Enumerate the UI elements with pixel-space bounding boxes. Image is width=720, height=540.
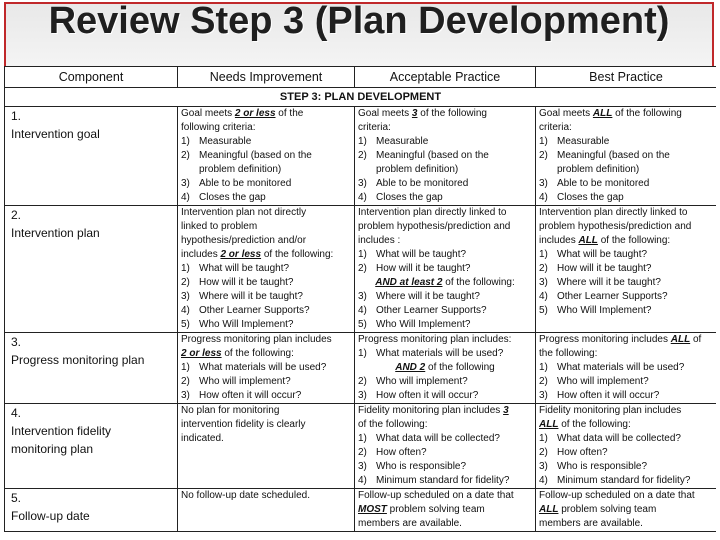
criteria-number: 4) bbox=[358, 475, 367, 486]
criteria-text: What will be taught? bbox=[199, 263, 290, 274]
criteria-emphasis: ALL bbox=[539, 419, 559, 430]
criteria-text: What materials will be used? bbox=[376, 348, 504, 359]
criteria-line bbox=[539, 418, 713, 432]
criteria-line bbox=[358, 206, 532, 220]
criteria-text: members are available. bbox=[358, 518, 462, 529]
component-cell bbox=[5, 206, 178, 333]
criteria-text: Minimum standard for fidelity? bbox=[557, 475, 691, 486]
criteria-text: Intervention plan directly linked to bbox=[539, 207, 688, 218]
criteria-text: includes : bbox=[358, 235, 401, 246]
table-row bbox=[5, 107, 717, 206]
criteria-emphasis: ALL bbox=[592, 108, 613, 119]
step-label: STEP 3: PLAN DEVELOPMENT bbox=[5, 88, 717, 107]
criteria-line bbox=[358, 446, 532, 460]
criteria-line bbox=[358, 503, 532, 517]
criteria-number: 3) bbox=[181, 178, 190, 189]
component-label: Intervention goal bbox=[11, 127, 100, 141]
criteria-text: criteria: bbox=[358, 122, 391, 133]
criteria-line bbox=[181, 304, 351, 318]
criteria-text: Where will it be taught? bbox=[376, 291, 480, 302]
criteria-number: 4) bbox=[539, 192, 548, 203]
criteria-line bbox=[181, 262, 351, 276]
criteria-number: 2) bbox=[539, 376, 548, 387]
needs-improvement-cell bbox=[178, 489, 355, 532]
criteria-number: 5) bbox=[539, 305, 548, 316]
criteria-line bbox=[539, 262, 713, 276]
criteria-text: Intervention plan not directly bbox=[181, 207, 307, 218]
criteria-number: 1) bbox=[539, 136, 548, 147]
criteria-line bbox=[181, 177, 351, 191]
acceptable-practice-cell bbox=[355, 333, 536, 404]
criteria-text: problem definition) bbox=[557, 164, 640, 175]
criteria-text: includes bbox=[181, 249, 221, 260]
criteria-number: 2) bbox=[358, 263, 367, 274]
criteria-emphasis: ALL bbox=[670, 334, 691, 345]
criteria-number: 3) bbox=[358, 291, 367, 302]
criteria-text: hypothesis/prediction and/or bbox=[181, 235, 307, 246]
criteria-text: problem definition) bbox=[376, 164, 459, 175]
criteria-line bbox=[539, 149, 713, 163]
criteria-text: of the following: bbox=[558, 419, 631, 430]
criteria-text: of the following bbox=[417, 108, 487, 119]
criteria-text: What materials will be used? bbox=[557, 362, 685, 373]
criteria-line bbox=[539, 389, 713, 403]
criteria-line bbox=[181, 418, 351, 432]
criteria-text: Fidelity monitoring plan includes bbox=[539, 405, 682, 416]
criteria-line bbox=[181, 234, 351, 248]
criteria-emphasis: 2 or less bbox=[234, 108, 276, 119]
criteria-number: 1) bbox=[358, 136, 367, 147]
criteria-text: How will it be taught? bbox=[557, 263, 652, 274]
component-number: 5. bbox=[11, 491, 22, 505]
criteria-line bbox=[358, 347, 532, 361]
criteria-emphasis: MOST bbox=[358, 504, 387, 515]
criteria-text: Fidelity monitoring plan includes bbox=[358, 405, 504, 416]
criteria-number: 3) bbox=[358, 390, 367, 401]
criteria-line bbox=[539, 177, 713, 191]
criteria-line bbox=[181, 361, 351, 375]
criteria-emphasis: AND 2 bbox=[395, 362, 426, 373]
criteria-line bbox=[358, 474, 532, 488]
criteria-line bbox=[181, 489, 351, 503]
criteria-text: How will it be taught? bbox=[199, 277, 294, 288]
criteria-text: Measurable bbox=[199, 136, 252, 147]
criteria-text: Goal meets bbox=[539, 108, 593, 119]
criteria-number: 1) bbox=[358, 249, 367, 260]
criteria-text: of bbox=[690, 334, 702, 345]
criteria-number: 1) bbox=[539, 433, 548, 444]
criteria-text: Other Learner Supports? bbox=[199, 305, 310, 316]
criteria-emphasis: ALL bbox=[539, 504, 559, 515]
component-cell bbox=[5, 404, 178, 489]
criteria-number: 4) bbox=[181, 192, 190, 203]
criteria-number: 3) bbox=[539, 277, 548, 288]
acceptable-practice-cell bbox=[355, 404, 536, 489]
criteria-line bbox=[358, 149, 532, 163]
criteria-number: 3) bbox=[539, 461, 548, 472]
criteria-line bbox=[539, 347, 713, 361]
criteria-text: of the following: bbox=[597, 235, 671, 246]
criteria-text: Meaningful (based on the bbox=[557, 150, 670, 161]
criteria-text: Who is responsible? bbox=[376, 461, 467, 472]
criteria-text: Measurable bbox=[557, 136, 610, 147]
criteria-number: 1) bbox=[181, 362, 190, 373]
criteria-text: problem solving team bbox=[386, 504, 485, 515]
criteria-text: Who Will Implement? bbox=[199, 319, 294, 330]
criteria-line bbox=[358, 489, 532, 503]
criteria-text: Intervention plan directly linked to bbox=[358, 207, 507, 218]
criteria-line bbox=[539, 191, 713, 205]
criteria-line bbox=[539, 474, 713, 488]
criteria-text: problem hypothesis/prediction and bbox=[539, 221, 692, 232]
criteria-line bbox=[539, 517, 713, 531]
criteria-line bbox=[539, 290, 713, 304]
criteria-line bbox=[181, 389, 351, 403]
criteria-line bbox=[358, 333, 532, 347]
criteria-emphasis: ALL bbox=[578, 235, 598, 246]
criteria-line bbox=[358, 304, 532, 318]
criteria-number: 2) bbox=[181, 376, 190, 387]
criteria-line bbox=[358, 163, 532, 177]
criteria-line bbox=[539, 135, 713, 149]
best-practice-cell bbox=[536, 333, 717, 404]
table-row bbox=[5, 404, 717, 489]
header-component: Component bbox=[5, 67, 178, 88]
criteria-emphasis: 2 or less bbox=[181, 348, 222, 359]
criteria-line bbox=[539, 304, 713, 318]
criteria-text: Closes the gap bbox=[557, 192, 624, 203]
criteria-text: Goal meets bbox=[358, 108, 412, 119]
criteria-text: Who will implement? bbox=[199, 376, 291, 387]
component-number: 1. bbox=[11, 109, 22, 123]
rubric-table bbox=[4, 66, 716, 532]
criteria-line bbox=[358, 389, 532, 403]
criteria-text: Progress monitoring includes bbox=[539, 334, 671, 345]
criteria-line bbox=[539, 375, 713, 389]
acceptable-practice-cell bbox=[355, 107, 536, 206]
criteria-number: 2) bbox=[181, 150, 190, 161]
criteria-text: Who will implement? bbox=[557, 376, 649, 387]
criteria-line bbox=[358, 262, 532, 276]
criteria-line bbox=[181, 333, 351, 347]
criteria-line bbox=[358, 404, 532, 418]
criteria-number: 4) bbox=[539, 475, 548, 486]
criteria-line bbox=[358, 177, 532, 191]
criteria-text: problem solving team bbox=[558, 504, 657, 515]
slide-title: Review Step 3 (Plan Development) bbox=[48, 2, 670, 42]
rubric-table-wrapper bbox=[4, 66, 716, 540]
criteria-text: Where will it be taught? bbox=[199, 291, 303, 302]
criteria-text: How will it be taught? bbox=[376, 263, 471, 274]
criteria-line bbox=[181, 163, 351, 177]
criteria-line bbox=[181, 149, 351, 163]
criteria-emphasis: 2 or less bbox=[220, 249, 262, 260]
criteria-text: Able to be monitored bbox=[376, 178, 469, 189]
criteria-number: 3) bbox=[181, 291, 190, 302]
criteria-text: Other Learner Supports? bbox=[557, 291, 668, 302]
criteria-number: 2) bbox=[539, 150, 548, 161]
criteria-line bbox=[358, 375, 532, 389]
criteria-text: problem hypothesis/prediction and bbox=[358, 221, 511, 232]
criteria-text: How often it will occur? bbox=[557, 390, 660, 401]
criteria-number: 2) bbox=[358, 376, 367, 387]
criteria-line bbox=[539, 248, 713, 262]
criteria-number: 2) bbox=[358, 150, 367, 161]
needs-improvement-cell bbox=[178, 107, 355, 206]
criteria-line bbox=[358, 135, 532, 149]
header-acceptable-practice: Acceptable Practice bbox=[355, 67, 536, 88]
criteria-line bbox=[181, 206, 351, 220]
component-label: Intervention fidelity monitoring plan bbox=[11, 424, 112, 456]
best-practice-cell bbox=[536, 206, 717, 333]
criteria-text: What will be taught? bbox=[376, 249, 467, 260]
criteria-line bbox=[181, 404, 351, 418]
criteria-number: 5) bbox=[181, 319, 190, 330]
component-label: Progress monitoring plan bbox=[11, 353, 145, 367]
criteria-line bbox=[539, 234, 713, 248]
criteria-line bbox=[358, 318, 532, 332]
acceptable-practice-cell bbox=[355, 489, 536, 532]
criteria-number: 1) bbox=[181, 136, 190, 147]
component-cell bbox=[5, 333, 178, 404]
criteria-number: 4) bbox=[181, 305, 190, 316]
criteria-text: problem definition) bbox=[199, 164, 282, 175]
criteria-line bbox=[358, 234, 532, 248]
criteria-line bbox=[539, 333, 713, 347]
best-practice-cell bbox=[536, 107, 717, 206]
criteria-text: Minimum standard for fidelity? bbox=[376, 475, 510, 486]
criteria-line bbox=[539, 163, 713, 177]
criteria-line bbox=[181, 220, 351, 234]
criteria-text: No plan for monitoring bbox=[181, 405, 280, 416]
criteria-text: members are available. bbox=[539, 518, 643, 529]
criteria-line bbox=[539, 404, 713, 418]
criteria-number: 2) bbox=[539, 263, 548, 274]
criteria-number: 1) bbox=[539, 362, 548, 373]
criteria-line bbox=[539, 206, 713, 220]
criteria-number: 4) bbox=[358, 305, 367, 316]
criteria-line bbox=[539, 276, 713, 290]
criteria-number: 3) bbox=[539, 390, 548, 401]
criteria-line bbox=[358, 361, 532, 375]
criteria-text: Meaningful (based on the bbox=[199, 150, 312, 161]
criteria-text: What data will be collected? bbox=[376, 433, 500, 444]
component-number: 4. bbox=[11, 406, 22, 420]
criteria-number: 2) bbox=[181, 277, 190, 288]
criteria-line bbox=[539, 503, 713, 517]
criteria-line bbox=[181, 121, 351, 135]
criteria-line bbox=[358, 290, 532, 304]
criteria-line bbox=[181, 290, 351, 304]
criteria-text: Who Will Implement? bbox=[557, 305, 652, 316]
criteria-line bbox=[358, 220, 532, 234]
criteria-line bbox=[358, 248, 532, 262]
criteria-text: of the following: bbox=[221, 348, 294, 359]
best-practice-cell bbox=[536, 489, 717, 532]
criteria-text: Able to be monitored bbox=[557, 178, 650, 189]
criteria-text: Who will implement? bbox=[376, 376, 468, 387]
criteria-text: How often? bbox=[376, 447, 427, 458]
criteria-text: Able to be monitored bbox=[199, 178, 292, 189]
criteria-number: 3) bbox=[181, 390, 190, 401]
criteria-line bbox=[539, 432, 713, 446]
criteria-text: of the bbox=[275, 108, 304, 119]
criteria-number: 2) bbox=[358, 447, 367, 458]
criteria-number: 1) bbox=[539, 249, 548, 260]
criteria-text: intervention fidelity is clearly bbox=[181, 419, 306, 430]
criteria-line bbox=[539, 121, 713, 135]
criteria-text: Who is responsible? bbox=[557, 461, 648, 472]
criteria-text: following criteria: bbox=[181, 122, 256, 133]
table-row bbox=[5, 333, 717, 404]
table-row bbox=[5, 206, 717, 333]
criteria-line bbox=[181, 248, 351, 262]
criteria-line bbox=[358, 460, 532, 474]
criteria-emphasis: AND at least 2 bbox=[375, 277, 443, 288]
criteria-line bbox=[358, 107, 532, 121]
criteria-text: of the following bbox=[425, 362, 495, 373]
criteria-line bbox=[539, 361, 713, 375]
criteria-text: What materials will be used? bbox=[199, 362, 327, 373]
criteria-text: the following: bbox=[539, 348, 598, 359]
criteria-text: of the following: bbox=[358, 419, 428, 430]
criteria-line bbox=[539, 489, 713, 503]
component-number: 2. bbox=[11, 208, 22, 222]
criteria-line bbox=[181, 191, 351, 205]
criteria-number: 1) bbox=[181, 263, 190, 274]
criteria-line bbox=[539, 107, 713, 121]
criteria-text: Progress monitoring plan includes: bbox=[358, 334, 512, 345]
needs-improvement-cell bbox=[178, 333, 355, 404]
criteria-text: Who Will Implement? bbox=[376, 319, 471, 330]
needs-improvement-cell bbox=[178, 206, 355, 333]
best-practice-cell bbox=[536, 404, 717, 489]
criteria-number: 1) bbox=[358, 433, 367, 444]
needs-improvement-cell bbox=[178, 404, 355, 489]
component-cell bbox=[5, 107, 178, 206]
table-row bbox=[5, 489, 717, 532]
criteria-text: What data will be collected? bbox=[557, 433, 681, 444]
criteria-text: of the following: bbox=[261, 249, 334, 260]
component-cell bbox=[5, 489, 178, 532]
criteria-text: includes bbox=[539, 235, 579, 246]
criteria-text: criteria: bbox=[539, 122, 572, 133]
criteria-text: Closes the gap bbox=[199, 192, 266, 203]
component-number: 3. bbox=[11, 335, 22, 349]
criteria-text: of the following bbox=[612, 108, 682, 119]
criteria-text: indicated. bbox=[181, 433, 224, 444]
criteria-text: Goal meets bbox=[181, 108, 235, 119]
criteria-text: How often? bbox=[557, 447, 608, 458]
criteria-text: What will be taught? bbox=[557, 249, 648, 260]
criteria-text: No follow-up date scheduled. bbox=[181, 490, 310, 501]
criteria-number: 4) bbox=[539, 291, 548, 302]
criteria-line bbox=[181, 347, 351, 361]
criteria-number: 5) bbox=[358, 319, 367, 330]
criteria-text: of the following: bbox=[442, 277, 515, 288]
header-row bbox=[5, 67, 717, 88]
criteria-line bbox=[358, 121, 532, 135]
criteria-line bbox=[539, 220, 713, 234]
acceptable-practice-cell bbox=[355, 206, 536, 333]
criteria-line bbox=[358, 191, 532, 205]
criteria-line bbox=[358, 276, 532, 290]
criteria-text: Closes the gap bbox=[376, 192, 443, 203]
criteria-emphasis: 3 bbox=[411, 108, 418, 119]
criteria-number: 3) bbox=[539, 178, 548, 189]
criteria-line bbox=[358, 517, 532, 531]
header-needs-improvement: Needs Improvement bbox=[178, 67, 355, 88]
header-best-practice: Best Practice bbox=[536, 67, 717, 88]
criteria-number: 4) bbox=[358, 192, 367, 203]
criteria-text: Measurable bbox=[376, 136, 429, 147]
criteria-text: Other Learner Supports? bbox=[376, 305, 487, 316]
criteria-emphasis: 3 bbox=[503, 405, 509, 416]
criteria-line bbox=[539, 460, 713, 474]
component-label: Follow-up date bbox=[11, 509, 90, 523]
criteria-line bbox=[181, 318, 351, 332]
criteria-line bbox=[181, 432, 351, 446]
criteria-text: Where will it be taught? bbox=[557, 277, 661, 288]
criteria-text: Follow-up scheduled on a date that bbox=[539, 490, 695, 501]
criteria-text: linked to problem bbox=[181, 221, 258, 232]
criteria-text: Follow-up scheduled on a date that bbox=[358, 490, 514, 501]
criteria-number: 1) bbox=[358, 348, 367, 359]
criteria-number: 3) bbox=[358, 461, 367, 472]
criteria-line bbox=[181, 135, 351, 149]
criteria-line bbox=[181, 107, 351, 121]
criteria-text: How often it will occur? bbox=[376, 390, 479, 401]
criteria-text: Progress monitoring plan includes bbox=[181, 334, 332, 345]
criteria-line bbox=[539, 446, 713, 460]
title-banner bbox=[4, 2, 714, 68]
criteria-text: How often it will occur? bbox=[199, 390, 302, 401]
criteria-text: Meaningful (based on the bbox=[376, 150, 489, 161]
criteria-number: 2) bbox=[539, 447, 548, 458]
criteria-line bbox=[181, 276, 351, 290]
criteria-number: 3) bbox=[358, 178, 367, 189]
criteria-line bbox=[181, 375, 351, 389]
component-label: Intervention plan bbox=[11, 226, 100, 240]
step-row bbox=[5, 88, 717, 107]
criteria-line bbox=[358, 418, 532, 432]
criteria-line bbox=[358, 432, 532, 446]
